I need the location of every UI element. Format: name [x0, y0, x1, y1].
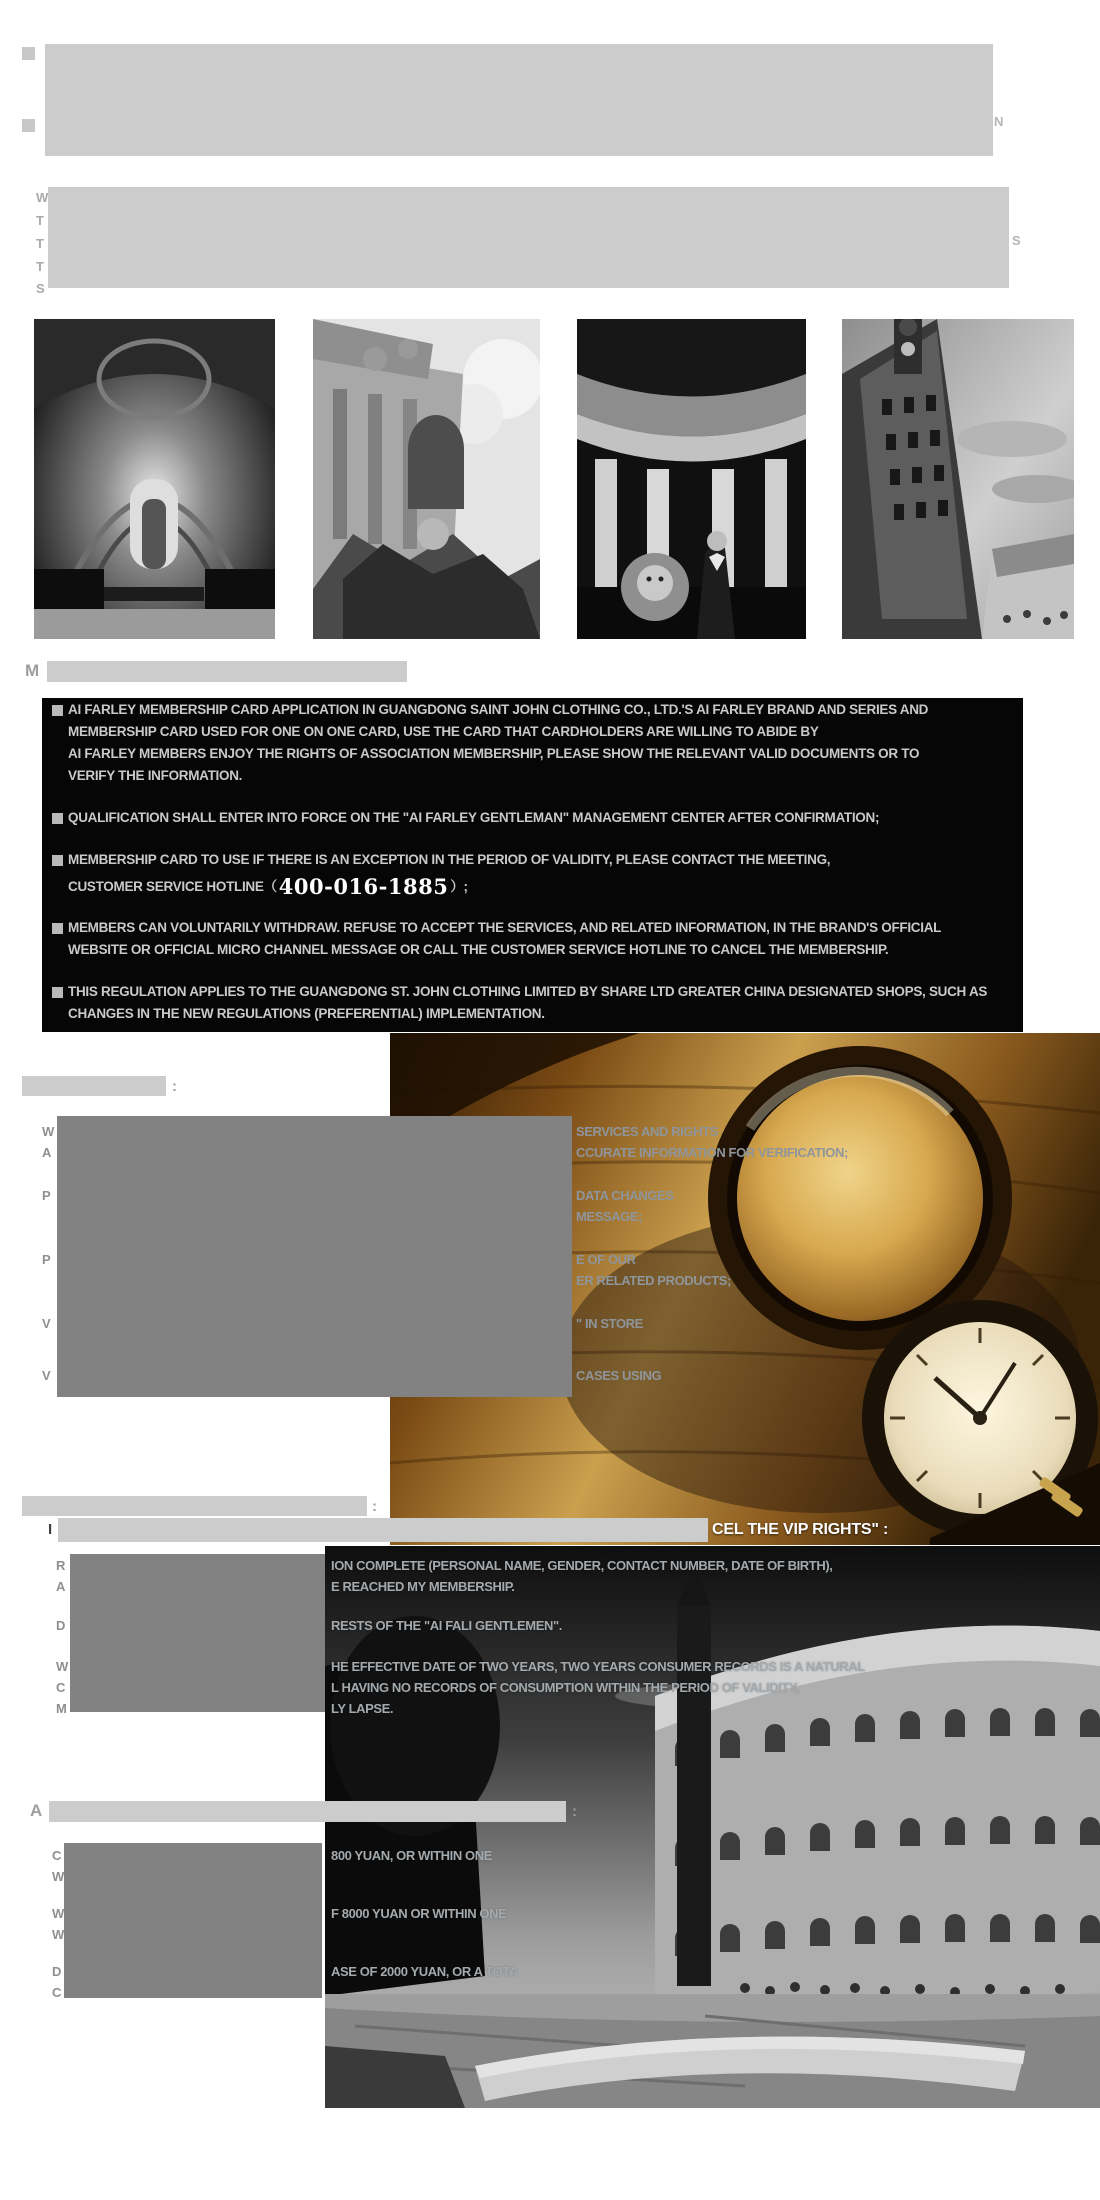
redaction-block: [22, 1496, 367, 1516]
redacted-line-letter: P: [42, 1252, 51, 1267]
redacted-line-text: S: [1012, 233, 1021, 248]
redacted-line-letter: V: [42, 1316, 51, 1331]
redaction-block: [22, 1076, 166, 1096]
redacted-line-letter: C: [56, 1680, 66, 1695]
rule-line: WEBSITE OR OFFICIAL MICRO CHANNEL MESSAGE OR CALL THE CUSTOMER SERVICE HOTLINE TO CANCEL THE MEMBERSHIP.: [68, 942, 889, 957]
redacted-line-text: ION COMPLETE (PERSONAL NAME, GENDER, CONTACT NUMBER, DATE OF BIRTH),: [331, 1558, 833, 1573]
redacted-line-text: ER RELATED PRODUCTS;: [576, 1273, 731, 1288]
redacted-line-text: CASES USING: [576, 1368, 662, 1383]
redaction-block: [49, 1801, 566, 1822]
redaction-block: [58, 1518, 708, 1542]
redacted-line-letter: D: [52, 1964, 62, 1979]
redaction-block: [57, 1116, 572, 1397]
section-heading-colon: :: [172, 1078, 177, 1095]
redacted-line-letter: C: [52, 1985, 62, 2000]
redacted-line-text: E OF OUR: [576, 1252, 636, 1267]
bullet-square: [52, 813, 63, 824]
section-heading-colon: :: [372, 1498, 377, 1515]
redacted-line-letter: T: [36, 213, 44, 228]
redacted-line-letter: M: [56, 1701, 67, 1716]
trevi-fountain-photo: [313, 319, 540, 639]
bullet-square: [52, 855, 63, 866]
bullet-square: [52, 705, 63, 716]
hotline-line: [68, 874, 468, 899]
rule-line: MEMBERS CAN VOLUNTARILY WITHDRAW. REFUSE TO ACCEPT THE SERVICES, AND RELATED INFORMATION, IN THE BRAND'S OFFICIAL: [68, 920, 942, 935]
redaction-block: [64, 1843, 322, 1998]
hotline-prefix: CUSTOMER SERVICE HOTLINE（: [68, 879, 277, 894]
redacted-line-letter: W: [36, 190, 48, 205]
redacted-line-text: N: [994, 114, 1004, 129]
redacted-line-text: RESTS OF THE "AI FALI GENTLEMEN".: [331, 1618, 562, 1633]
redacted-line-text: F 8000 YUAN OR WITHIN ONE: [331, 1906, 507, 1921]
redacted-line-letter: W: [56, 1659, 68, 1674]
gentleman-with-lion-photo: [577, 319, 806, 639]
rule-line: CHANGES IN THE NEW REGULATIONS (PREFERENTIAL) IMPLEMENTATION.: [68, 1006, 545, 1021]
redacted-line-letter: P: [42, 1188, 51, 1203]
rule-line: QUALIFICATION SHALL ENTER INTO FORCE ON THE "AI FARLEY GENTLEMAN" MANAGEMENT CENTER AFTER CONFIRMATION;: [68, 810, 880, 825]
redaction-block: [45, 44, 993, 156]
redacted-line-letter: R: [56, 1558, 66, 1573]
redacted-line-text: L HAVING NO RECORDS OF CONSUMPTION WITHIN THE PERIOD OF VALIDITY,: [331, 1680, 800, 1695]
redacted-line-text: " IN STORE: [576, 1316, 643, 1331]
redacted-line-text: MESSAGE;: [576, 1209, 643, 1224]
redacted-line-letter: T: [36, 236, 44, 251]
hotline-number: 400-016-1885: [278, 874, 449, 899]
redaction-block: [47, 661, 407, 682]
redacted-line-letter: T: [36, 259, 44, 274]
cancel-vip-rights-text: CEL THE VIP RIGHTS" :: [712, 1521, 889, 1538]
rule-line: AI FARLEY MEMBERSHIP CARD APPLICATION IN GUANGDONG SAINT JOHN CLOTHING CO., LTD.'S AI FARLEY BRAND AND SERIES AND: [68, 702, 929, 717]
redacted-line-letter: S: [36, 281, 45, 296]
redacted-line-text: CCURATE INFORMATION FOR VERIFICATION;: [576, 1145, 848, 1160]
redacted-line-letter: C: [52, 1848, 62, 1863]
redacted-line-letter: I: [48, 1521, 53, 1538]
redaction-block: [70, 1554, 325, 1712]
redacted-line-text: SERVICES AND RIGHTS: [576, 1124, 718, 1139]
redacted-line-letter: W: [52, 1869, 64, 1884]
redacted-line-letter: A: [56, 1579, 66, 1594]
section-heading-letter: M: [25, 661, 40, 680]
bullet-square: [52, 987, 63, 998]
redacted-line-letter: W: [42, 1124, 54, 1139]
rule-line: VERIFY THE INFORMATION.: [68, 768, 243, 783]
redacted-line-text: ASE OF 2000 YUAN, OR A TOTA: [331, 1964, 518, 1979]
redacted-line-text: E REACHED MY MEMBERSHIP.: [331, 1579, 515, 1594]
redacted-line-text: 800 YUAN, OR WITHIN ONE: [331, 1848, 493, 1863]
bullet-square: [22, 119, 35, 132]
redacted-line-letter: W: [52, 1927, 64, 1942]
rule-line: MEMBERSHIP CARD TO USE IF THERE IS AN EXCEPTION IN THE PERIOD OF VALIDITY, PLEASE CONTACT THE MEETING,: [68, 852, 831, 867]
redacted-line-letter: V: [42, 1368, 51, 1383]
bullet-square: [52, 923, 63, 934]
redacted-line-text: HE EFFECTIVE DATE OF TWO YEARS, TWO YEARS CONSUMER RECORDS IS A NATURAL: [331, 1659, 865, 1674]
redacted-line-letter: A: [42, 1145, 52, 1160]
cathedral-interior-photo: [34, 319, 275, 639]
section-heading-colon: :: [572, 1803, 577, 1820]
rule-line: THIS REGULATION APPLIES TO THE GUANGDONG ST. JOHN CLOTHING LIMITED BY SHARE LTD GREATER CHINA DESIGNATED SHOPS, SUCH AS: [68, 984, 988, 999]
redacted-line-letter: W: [52, 1906, 64, 1921]
redacted-line-letter: D: [56, 1618, 66, 1633]
redaction-block: [48, 187, 1009, 288]
bullet-square: [22, 47, 35, 60]
european-buildings-photo: [842, 319, 1074, 639]
redacted-line-text: DATA CHANGES: [576, 1188, 674, 1203]
section-heading-letter: A: [30, 1801, 43, 1820]
redacted-line-text: LY LAPSE.: [331, 1701, 394, 1716]
hotline-suffix: ）;: [450, 879, 468, 894]
rule-line: MEMBERSHIP CARD USED FOR ONE ON ONE CARD, USE THE CARD THAT CARDHOLDERS ARE WILLING TO ABIDE BY: [68, 724, 819, 739]
rule-line: AI FARLEY MEMBERS ENJOY THE RIGHTS OF ASSOCIATION MEMBERSHIP, PLEASE SHOW THE RELEVANT VALID DOCUMENTS OR TO: [68, 746, 920, 761]
